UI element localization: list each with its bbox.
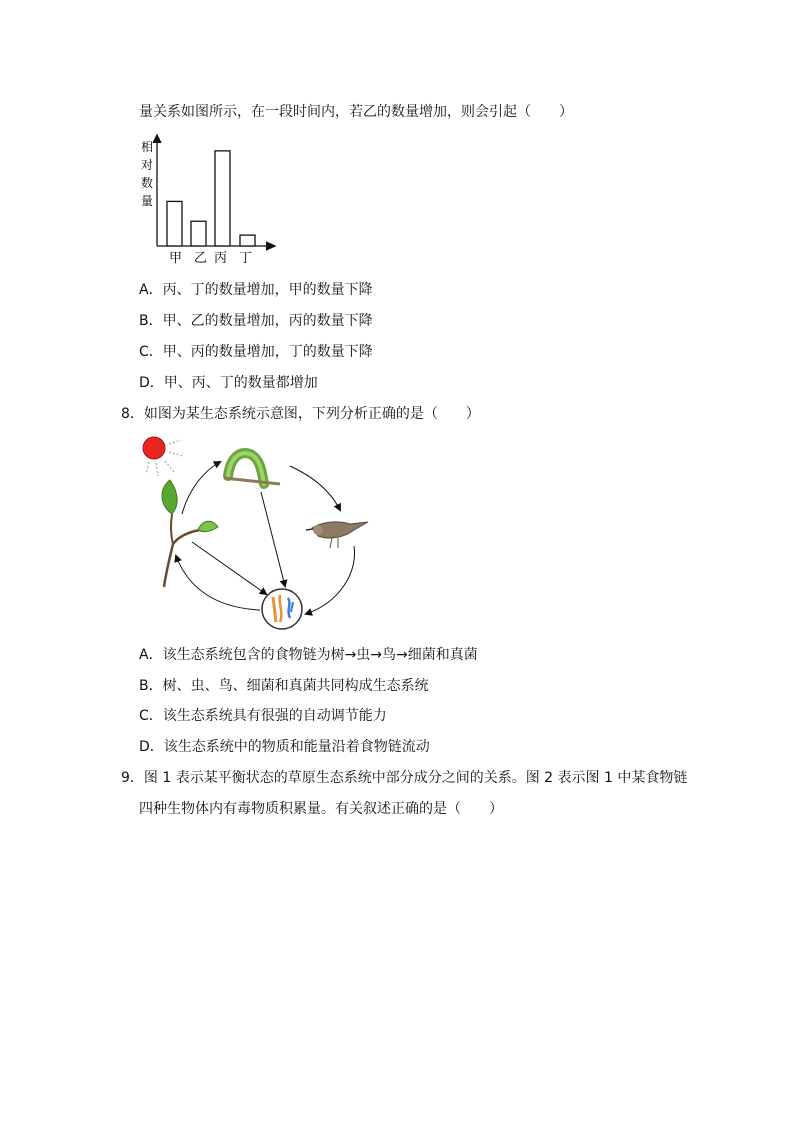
bacteria-fungi-icon (262, 589, 302, 629)
x-tick-label: 丙 (214, 251, 228, 266)
ecosystem-diagram (140, 432, 380, 632)
q8-option-b: B．树、虫、鸟、细菌和真菌共同构成生态系统 (139, 678, 429, 694)
q7-option-b: B．甲、乙的数量增加，丙的数量下降 (139, 313, 373, 329)
q7-option-c: C．甲、丙的数量增加，丁的数量下降 (139, 344, 373, 360)
x-axis-arrow (266, 242, 275, 250)
q8-option-a: A．该生态系统包含的食物链为树→虫→鸟→细菌和真菌 (139, 647, 478, 663)
ylabel-char: 对 (141, 158, 154, 172)
q8-option-d: D．该生态系统中的物质和能量沿着食物链流动 (139, 739, 430, 755)
sun-icon (143, 437, 182, 476)
q9-stem-line2: 四种生物体内有毒物质积累量。有关叙述正确的是（ ） (139, 801, 503, 817)
q7-bar-chart (138, 132, 278, 267)
q9-stem-line1: 9．图 1 表示某平衡状态的草原生态系统中部分成分之间的关系。图 2 表示图 1 中某食物链 (121, 770, 688, 786)
q7-stem-tail: 量关系如图所示，在一段时间内，若乙的数量增加，则会引起（ ） (139, 104, 573, 120)
x-tick-label: 甲 (169, 251, 183, 266)
bar-甲 (167, 201, 182, 246)
bar-乙 (191, 221, 206, 246)
chart-ylabel (141, 139, 153, 208)
bird-icon (306, 522, 368, 548)
bar-丁 (240, 235, 255, 246)
ylabel-char: 相 (141, 140, 154, 154)
x-tick-labels (169, 251, 252, 266)
q8-option-c: C．该生态系统具有很强的自动调节能力 (139, 708, 387, 724)
ylabel-char: 数 (141, 176, 154, 190)
x-tick-label: 丁 (239, 251, 253, 266)
bar-丙 (215, 151, 230, 246)
ylabel-char: 量 (141, 194, 154, 208)
q8-stem: 8．如图为某生态系统示意图，下列分析正确的是（ ） (121, 406, 480, 422)
tree-branch-icon (162, 480, 218, 587)
caterpillar-icon (224, 453, 280, 484)
y-axis-arrow (153, 135, 161, 143)
q7-option-a: A．丙、丁的数量增加，甲的数量下降 (139, 282, 373, 298)
q7-option-d: D．甲、丙、丁的数量都增加 (139, 375, 318, 391)
x-tick-label: 乙 (194, 251, 208, 266)
